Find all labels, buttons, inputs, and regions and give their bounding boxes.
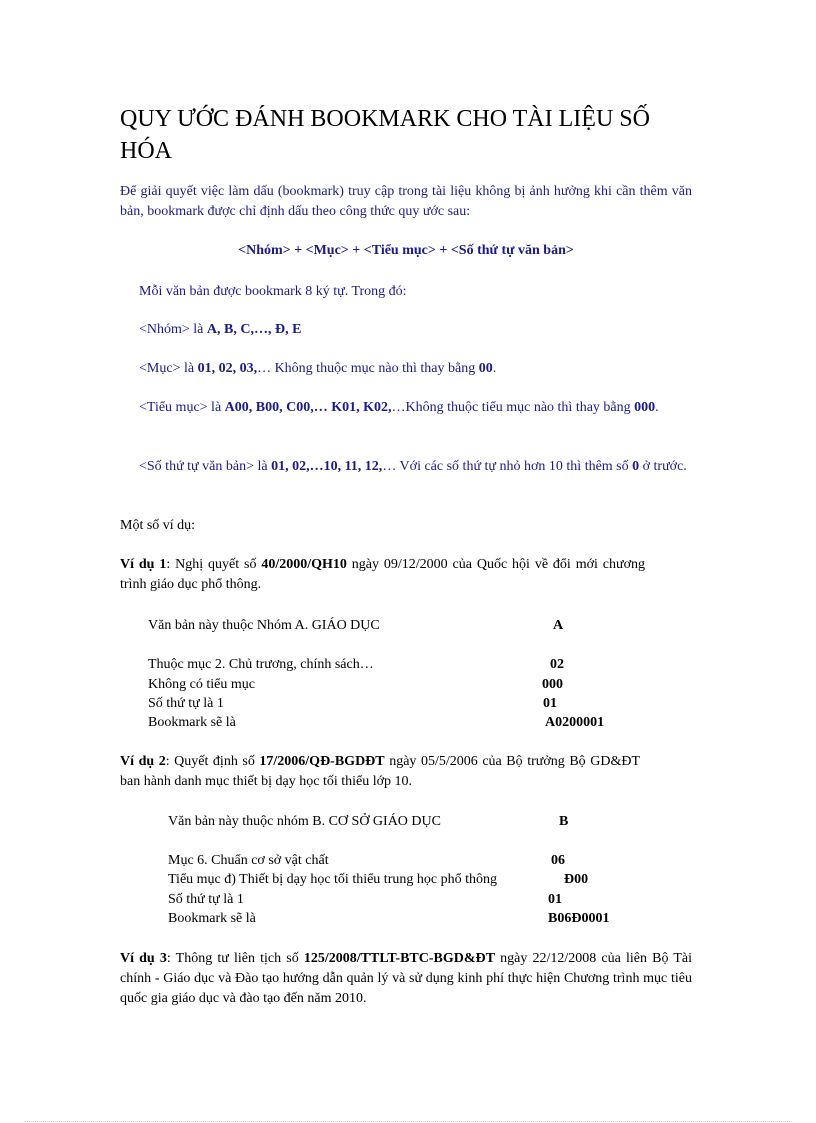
rule-number-end: ở trước. [639,459,687,474]
example1-row-label: Số thứ tự là 1 [148,696,224,711]
example1-row-value: A [553,618,564,633]
rule-section [139,359,692,379]
rule-section-rest: … Không thuộc mục nào thì thay bằng [257,361,479,376]
example2-paragraph [120,752,640,792]
rules-summary: Mỗi văn bản được bookmark 8 ký tự. Trong đó: [139,284,407,299]
rule-group-label: <Nhóm> là [139,322,207,337]
formula [120,241,692,261]
rule-number-values: 01, 02,…10, 11, 12, [271,459,383,474]
example3-label: Ví dụ 3 [120,951,167,966]
example3-text-b: ngày 22/12/2008 của liên Bộ Tài chính - Giáo dục và Đào tạo hướng dẫn quản lý và sử dụng kinh phí thực hiện Chương trình mục tiêu quốc gia giáo dục và đào tạo đến năm 2010. [120,951,693,1006]
example1-paragraph [120,555,645,595]
rule-subsection-values: A00, B00, C00,… K01, K02, [224,400,392,415]
formula-text: <Nhóm> + <Mục> + <Tiểu mục> + <Số thứ tự văn bản> [238,243,574,258]
example2-row-label: Bookmark sẽ là [168,911,256,926]
example1-row-label: Văn bản này thuộc Nhóm A. GIÁO DỤC [148,618,380,633]
example1-row-value: 02 [550,657,564,672]
example1-row-label: Thuộc mục 2. Chủ trương, chính sách… [148,657,374,672]
rule-number [139,457,692,477]
page-title: QUY ƯỚC ĐÁNH BOOKMARK CHO TÀI LIỆU SỐ HÓA [120,106,650,164]
rule-section-end: . [492,361,497,376]
page-bottom-divider [24,1121,792,1122]
example2-row-value: Đ00 [564,872,589,887]
example1-text-b: ngày 09/12/2000 của Quốc hội về đổi mới chương trình giáo dục phổ thông. [120,557,645,592]
rule-section-label: <Mục> là [139,361,198,376]
rule-section-code: 00 [478,361,493,376]
example3-paragraph [120,949,692,1009]
example2-row-value: B [559,814,569,829]
example2-label: Ví dụ 2 [120,754,166,769]
example2-row-label: Văn bản này thuộc nhóm B. CƠ SỞ GIÁO DỤC [168,814,441,829]
example1-row-label: Không có tiểu mục [148,677,255,692]
rule-group [139,320,692,340]
rule-subsection-label: <Tiểu mục> là [139,400,225,415]
example2-text-a: : Quyết định số [165,754,260,769]
rule-subsection-rest: …Không thuộc tiểu mục nào thì thay bằng [391,400,635,415]
example1-text-a: : Nghị quyết số [166,557,262,572]
rule-subsection-end: . [655,400,659,415]
example1-row-value: 000 [542,677,563,692]
example2-row-label: Tiểu mục đ) Thiết bị dạy học tối thiểu trung học phổ thông [168,872,497,887]
rule-subsection-code: 000 [634,400,656,415]
example2-row-value: 01 [548,892,562,907]
rule-number-label: <Số thứ tự văn bản> là [139,459,272,474]
example2-text-b: ngày 05/5/2006 của Bộ trưởng Bộ GD&ĐT ban hành danh mục thiết bị dạy học tối thiểu lớp 10. [120,754,640,789]
rule-section-values: 01, 02, 03, [197,361,258,376]
example3-doc-no: 125/2008/TTLT-BTC-BGD&ĐT [303,951,495,966]
rule-subsection [139,398,692,418]
example1-label: Ví dụ 1 [120,557,167,572]
example2-doc-no: 17/2006/QĐ-BGDĐT [259,754,385,769]
example1-row-value: 01 [543,696,557,711]
intro-paragraph: Để giải quyết việc làm dấu (bookmark) truy cập trong tài liệu không bị ảnh hưởng khi cần thêm văn bản, bookmark được chỉ định dấu theo công thức quy ước sau: [120,184,692,219]
example2-bookmark-value: B06Đ0001 [548,911,610,926]
rule-number-code: 0 [632,459,640,474]
example3-text-a: : Thông tư liên tịch số [166,951,304,966]
example1-bookmark-value: A0200001 [545,715,605,730]
example1-row-label: Bookmark sẽ là [148,715,236,730]
examples-heading: Một số ví dụ: [120,518,196,533]
example1-doc-no: 40/2000/QH10 [261,557,347,572]
example2-row-label: Số thứ tự là 1 [168,892,244,907]
rule-group-values: A, B, C,…, Đ, E [206,322,302,337]
example2-row-value: 06 [551,853,565,868]
example2-row-label: Mục 6. Chuẩn cơ sở vật chất [168,853,329,868]
rule-number-rest: … Với các số thứ tự nhỏ hơn 10 thì thêm số [382,459,633,474]
